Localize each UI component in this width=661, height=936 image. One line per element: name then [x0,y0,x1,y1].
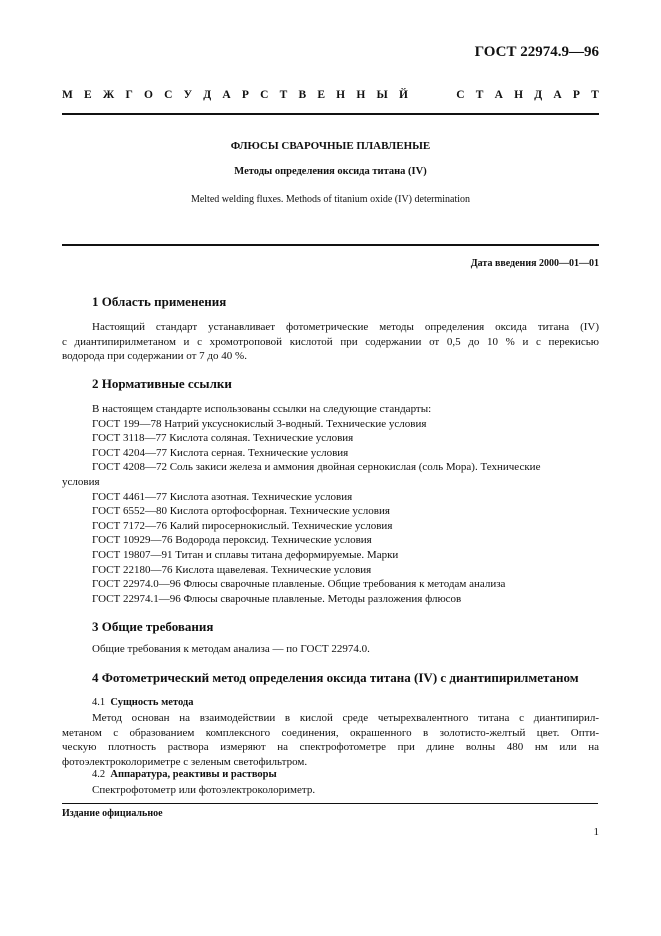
banner-letter: Ы [376,89,388,101]
subsection-number: 4.2 [92,769,106,780]
paragraph-line: ческую плотность раствора измеряют на спектрофотометре при длине волны 480 нм или на [62,741,599,754]
banner-letter: В [298,89,307,101]
banner-letter: С [260,89,269,101]
banner-letter: О [143,89,153,101]
section-3-heading: 3 Общие требования [92,619,214,634]
paragraph-line: фотоэлектроколориметре с зеленым светофильтром. [62,755,308,768]
section-1-heading: 1 Область применения [92,294,227,309]
banner-letter: Н [514,89,524,101]
banner-letter: Н [336,89,346,101]
banner-letter: Р [241,89,249,101]
banner-letter: С [456,89,465,101]
section-4-heading: 4 Фотометрический метод определения оксида титана (IV) с диантипирилметаном [92,670,579,685]
paragraph-line: Метод основан на взаимодействии в кислой среде четырехвалентного титана с диантипирил- [92,712,599,724]
banner-letter: Й [398,89,408,101]
title-rule [62,244,599,246]
banner-letter: А [553,89,562,101]
banner-letter: Ж [102,89,115,101]
reference-item: ГОСТ 4204—77 Кислота серная. Технические условия [92,446,349,459]
section-2-heading: 2 Нормативные ссылки [92,376,232,391]
paragraph-line: водорода при содержании от 7 до 40 %. [62,350,247,363]
reference-item-continuation: условия [62,475,100,488]
banner-letter: Г [125,89,133,101]
banner-letter: Н [356,89,366,101]
reference-item: ГОСТ 199—78 Натрий уксуснокислый 3-водный. Технические условия [92,417,427,430]
document-subtitle: Методы определения оксида титана (IV) [234,166,427,177]
banner-letter: Е [317,89,325,101]
document-title: ФЛЮСЫ СВАРОЧНЫЕ ПЛАВЛЕНЫЕ [230,140,431,152]
paragraph-line: с диантипирилметаном и с хромотроповой кислотой при содержании от 0,5 до 10 % и с перекисью [62,335,599,348]
section-1-body [62,320,599,364]
section-3-body [62,642,599,657]
banner-letter: Т [591,89,599,101]
banner-letter: Р [572,89,580,101]
reference-item: ГОСТ 4461—77 Кислота азотная. Технические условия [92,490,353,503]
subsection-4-1-heading [92,697,193,708]
paragraph-line: В настоящем стандарте использованы ссылки на следующие стандарты: [92,403,432,415]
subsection-4-1-body [62,711,599,769]
reference-item: ГОСТ 22180—76 Кислота щавелевая. Технические условия [92,563,372,576]
banner-gap [419,89,445,101]
banner-letter: Д [534,89,543,101]
reference-item: ГОСТ 4208—72 Соль закиси железа и аммония двойная сернокислая (соль Мора). Технические [92,461,541,474]
banner-letter: С [164,89,173,101]
banner-letter: Т [279,89,288,101]
subsection-title: Сущность метода [110,697,194,708]
banner-letter: Е [84,89,92,101]
page-number: 1 [593,826,599,838]
banner-letter: У [183,89,193,101]
banner-letter: Т [475,89,484,101]
reference-item: ГОСТ 3118—77 Кислота соляная. Технические условия [92,432,354,445]
edition-note: Издание официальное [62,808,163,819]
subsection-title: Аппаратура, реактивы и растворы [110,769,277,780]
header-rule [62,113,599,115]
paragraph-line: метаном с образованием комплексного соединения, окрашенного в золотисто-желтый цвет. Опти- [62,726,599,739]
paragraph-line: Спектрофотометр или фотоэлектроколориметр. [92,784,316,796]
paragraph-line: Настоящий стандарт устанавливает фотометрические методы определения оксида титана (IV) [92,321,599,333]
english-title: Melted welding fluxes. Methods of titanium oxide (IV) determination [190,194,471,205]
banner-letter: М [62,89,73,101]
reference-item: ГОСТ 22974.1—96 Флюсы сварочные плавленые. Методы разложения флюсов [92,592,462,605]
reference-item: ГОСТ 7172—76 Калий пиросернокислый. Технические условия [92,519,393,532]
introduction-date: Дата введения 2000—01—01 [470,258,599,269]
standard-banner [62,89,599,101]
document-number: ГОСТ 22974.9—96 [474,44,599,60]
subsection-4-2-heading [92,769,277,780]
banner-letter: А [494,89,503,101]
subsection-4-2-body [62,783,599,798]
reference-item: ГОСТ 10929—76 Водорода пероксид. Технические условия [92,534,372,547]
section-2-body [62,402,599,606]
footer-rule [62,803,598,804]
reference-item: ГОСТ 22974.0—96 Флюсы сварочные плавленые. Общие требования к методам анализа [92,578,506,591]
paragraph-line: Общие требования к методам анализа — по ГОСТ 22974.0. [92,643,370,655]
reference-item: ГОСТ 19807—91 Титан и сплавы титана деформируемые. Марки [92,548,399,561]
subsection-number: 4.1 [92,697,106,708]
banner-letter: Д [203,89,212,101]
reference-item: ГОСТ 6552—80 Кислота ортофосфорная. Технические условия [92,505,390,518]
banner-letter: А [222,89,231,101]
